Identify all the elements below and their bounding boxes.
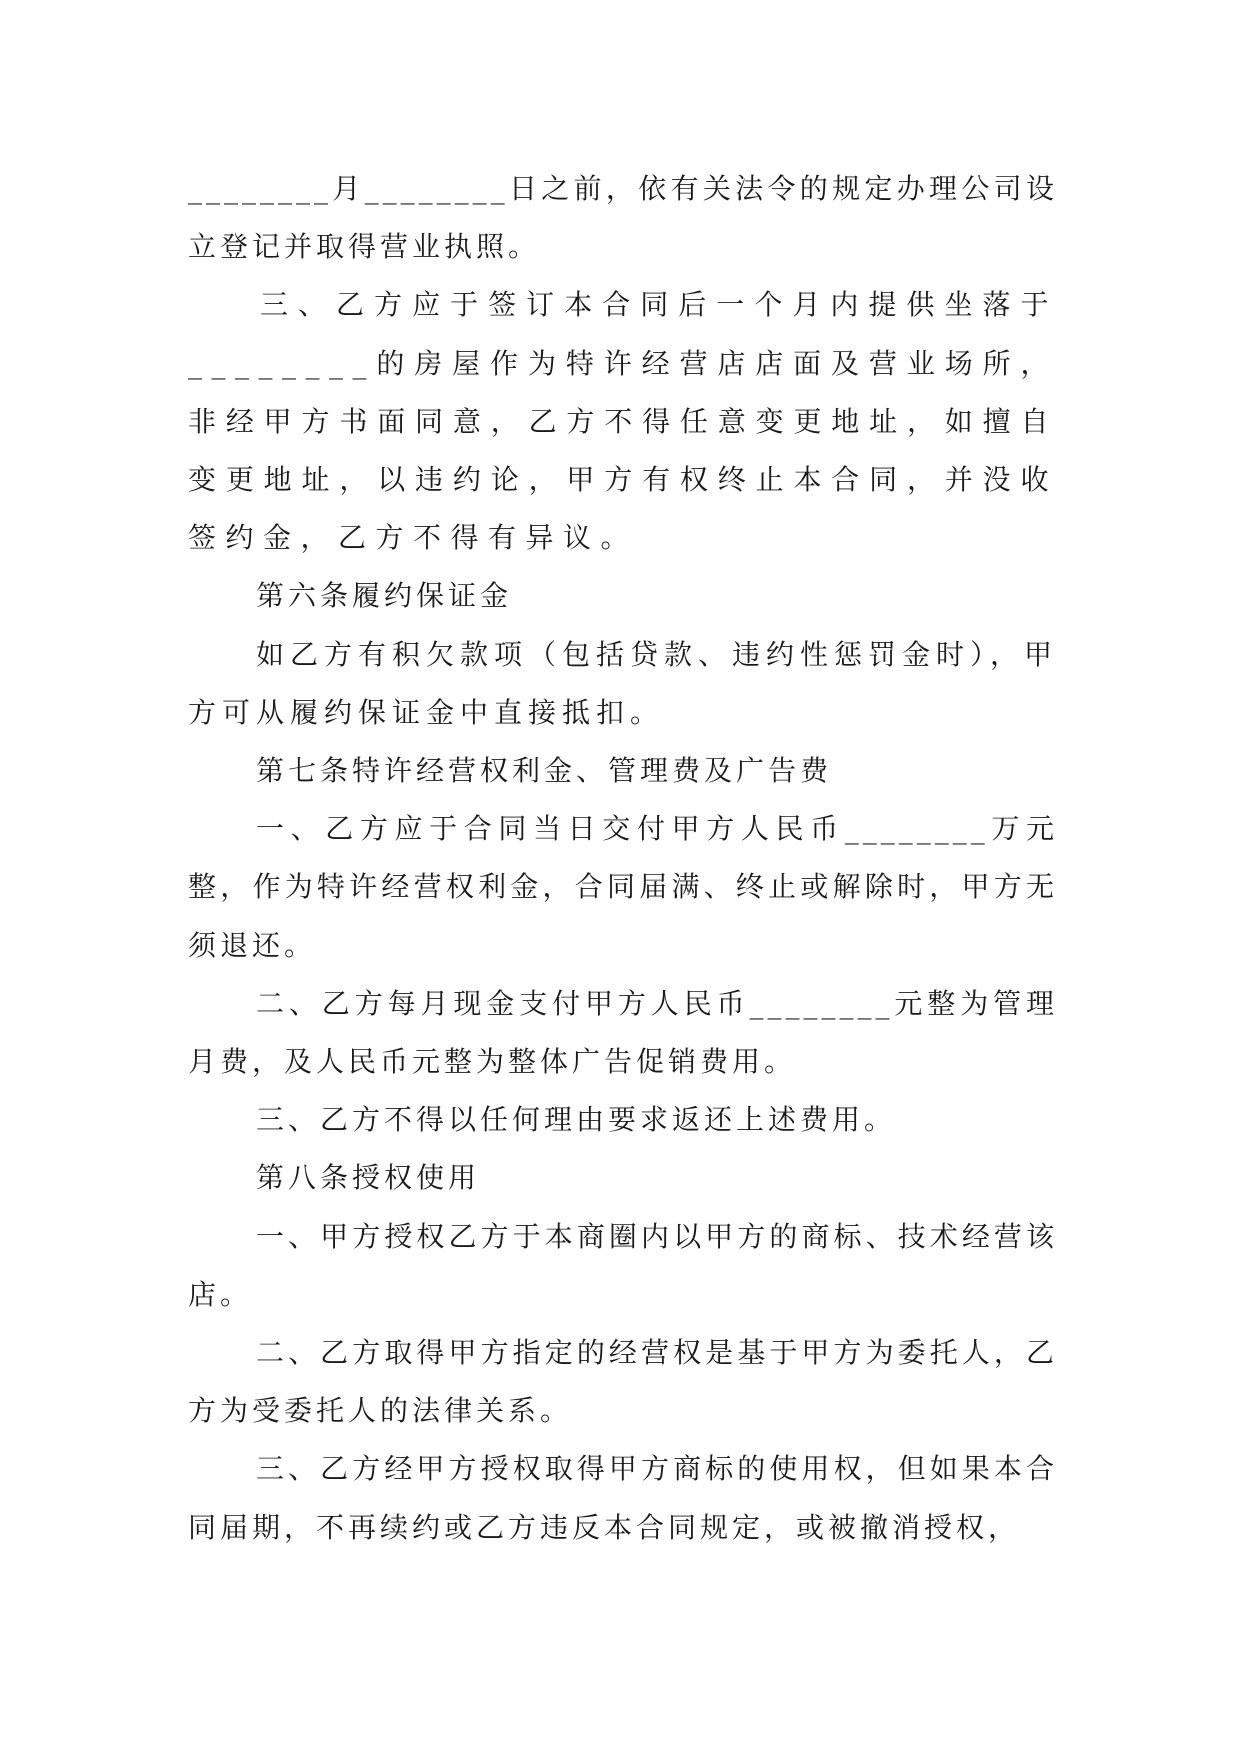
paragraph-no-refund: 三、乙方不得以任何理由要求返还上述费用。	[256, 1103, 897, 1137]
paragraph-agency-relation: 二、乙方取得甲方指定的经营权是基于甲方为委托人，乙方为受委托人的法律关系。	[188, 1336, 1058, 1428]
paragraph-franchise-fee: 一、乙方应于合同当日交付甲方人民币________万元整，作为特许经营权利金，合同届满、终止或解除时，甲方无须退还。	[188, 812, 1058, 962]
document-body	[188, 160, 1058, 1557]
paragraph-deposit-deduction: 如乙方有积欠款项（包括贷款、违约性惩罚金时），甲方可从履约保证金中直接抵扣。	[188, 637, 1059, 729]
article-8-heading: 第八条授权使用	[256, 1161, 481, 1195]
article-7-heading: 第七条特许经营权利金、管理费及广告费	[256, 754, 833, 788]
article-6-heading: 第六条履约保证金	[256, 579, 513, 613]
paragraph-trademark-use: 三、乙方经甲方授权取得甲方商标的使用权，但如果本合同届期，不再续约或乙方违反本合同规定，或被撤消授权，	[188, 1452, 1058, 1544]
paragraph-trademark-license: 一、甲方授权乙方于本商圈内以甲方的商标、技术经营该店。	[188, 1219, 1058, 1311]
paragraph-registration: ________月________日之前，依有关法令的规定办理公司设立登记并取得营业执照。	[188, 172, 1058, 264]
paragraph-premises: 三、乙方应于签订本合同后一个月内提供坐落于________的房屋作为特许经营店店面及营业场所，非经甲方书面同意，乙方不得任意变更地址，如擅自变更地址，以违约论，甲方有权终止本合同，并没收签约金，乙方不得有异议。	[188, 288, 1058, 555]
paragraph-management-fee: 二、乙方每月现金支付甲方人民币________元整为管理月费，及人民币元整为整体广告促销费用。	[188, 986, 1058, 1079]
